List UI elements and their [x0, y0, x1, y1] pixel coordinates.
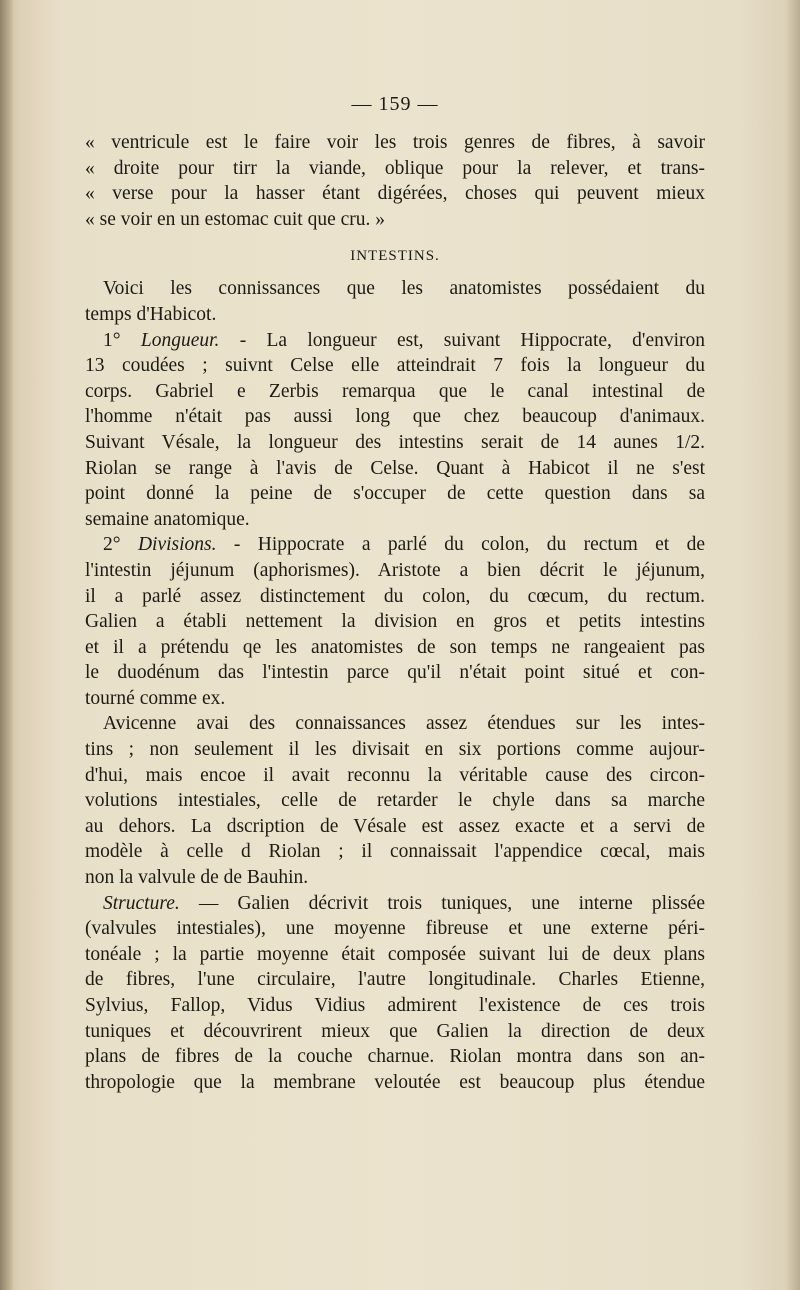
text-line: Sylvius, Fallop, Vidus Vidius admirent l'existence de ces trois: [85, 995, 705, 1016]
text-line: corps. Gabriel e Zerbis remarqua que le canal intestinal de: [85, 380, 705, 402]
structure-first-text: — Galien décrivit trois tuniques, une interne plissée: [198, 892, 705, 914]
text-line: (valvules intestiales), une moyenne fibreuse et une externe péri-: [85, 918, 705, 940]
text-line: non la valvule de de Bauhin.: [85, 867, 309, 889]
longueur-title: Longueur.: [140, 329, 220, 351]
text-line: semaine anatomique.: [85, 508, 250, 530]
longueur-number: 1°: [103, 329, 121, 351]
quote-line: « droite pour tirr la viande, oblique pour la relever, et trans-: [85, 157, 705, 179]
text-line: point donné la peine de s'occuper de cette question dans sa: [85, 483, 705, 505]
text-line: Suivant Vésale, la longueur des intestins serait de 14 aunes 1/2.: [85, 431, 705, 453]
quote-paragraph: [85, 130, 705, 232]
section-heading: INTESTINS.: [350, 248, 440, 265]
divisions-first-line: [85, 532, 705, 558]
text-line: au dehors. La dscription de Vésale est assez exacte et a servi de: [85, 815, 705, 837]
longueur-paragraph: [85, 328, 705, 533]
quote-line: « verse pour la hasser étant digérées, choses qui peuvent mieux: [85, 183, 705, 205]
divisions-title: Divisions.: [137, 534, 217, 556]
longueur-first-line: [85, 328, 705, 354]
text-line: plans de fibres de la couche charnue. Riolan montra dans son an-: [85, 1046, 705, 1068]
page-number: — 159 —: [351, 93, 439, 115]
text-line: tourné comme ex.: [85, 687, 226, 709]
text-line: l'intestin jéjunum (aphorismes). Aristote a bien décrit le jéjunum,: [85, 559, 705, 581]
longueur-first-text: - La longueur est, suivant Hippocrate, d'environ: [239, 329, 706, 351]
text-line: Avicenne avai des connaissances assez étendues sur les intes-: [103, 713, 705, 735]
text-line: volutions intestiales, celle de retarder le chyle dans sa marche: [85, 790, 705, 812]
intro-paragraph: [85, 276, 705, 327]
text-line: modèle à celle d Riolan ; il connaissait l'appendice cœcal, mais: [85, 841, 705, 863]
text-line: 13 coudées ; suivnt Celse elle atteindrait 7 fois la longueur du: [85, 355, 705, 377]
divisions-first-text: - Hippocrate a parlé du colon, du rectum et de: [233, 534, 706, 556]
page-edge-shadow: [786, 0, 800, 1290]
avicenne-paragraph: [85, 711, 705, 890]
quote-line: « ventricule est le faire voir les trois genres de fibres, à savoir: [85, 132, 705, 153]
text-line: Voici les connissances que les anatomistes possédaient du: [103, 278, 705, 300]
text-line: il a parlé assez distinctement du colon, du cœcum, du rectum.: [85, 585, 705, 607]
divisions-paragraph: [85, 532, 705, 711]
page-binding-shadow: [0, 0, 14, 1290]
text-line: tuniques et découvrirent mieux que Galien la direction de deux: [85, 1020, 705, 1042]
structure-title: Structure.: [103, 892, 180, 914]
structure-paragraph: [85, 891, 705, 1096]
divisions-number: 2°: [103, 534, 121, 556]
structure-first-line: [85, 891, 705, 917]
text-line: tins ; non seulement il les divisait en six portions comme aujour-: [85, 739, 705, 761]
page-text: [85, 92, 705, 1095]
text-line: Riolan se range à l'avis de Celse. Quant à Habicot il ne s'est: [85, 457, 705, 479]
text-line: et il a prétendu qe les anatomistes de son temps ne rangeaient pas: [85, 636, 705, 658]
text-line: Galien a établi nettement la division en gros et petits intestins: [85, 611, 705, 633]
text-line: temps d'Habicot.: [85, 303, 217, 325]
text-line: l'homme n'était pas aussi long que chez beaucoup d'animaux.: [85, 406, 705, 428]
text-line: tonéale ; la partie moyenne était composée suivant lui de deux plans: [85, 943, 705, 965]
text-line: le duodénum das l'intestin parce qu'il n'était point situé et con-: [85, 662, 705, 684]
text-line: thropologie que la membrane veloutée est beaucoup plus étendue: [85, 1071, 705, 1093]
text-line: de fibres, l'une circulaire, l'autre longitudinale. Charles Etienne,: [85, 969, 705, 991]
text-line: d'hui, mais encoe il avait reconnu la véritable cause des circon-: [85, 764, 705, 786]
quote-line: « se voir en un estomac cuit que cru. »: [85, 208, 385, 230]
